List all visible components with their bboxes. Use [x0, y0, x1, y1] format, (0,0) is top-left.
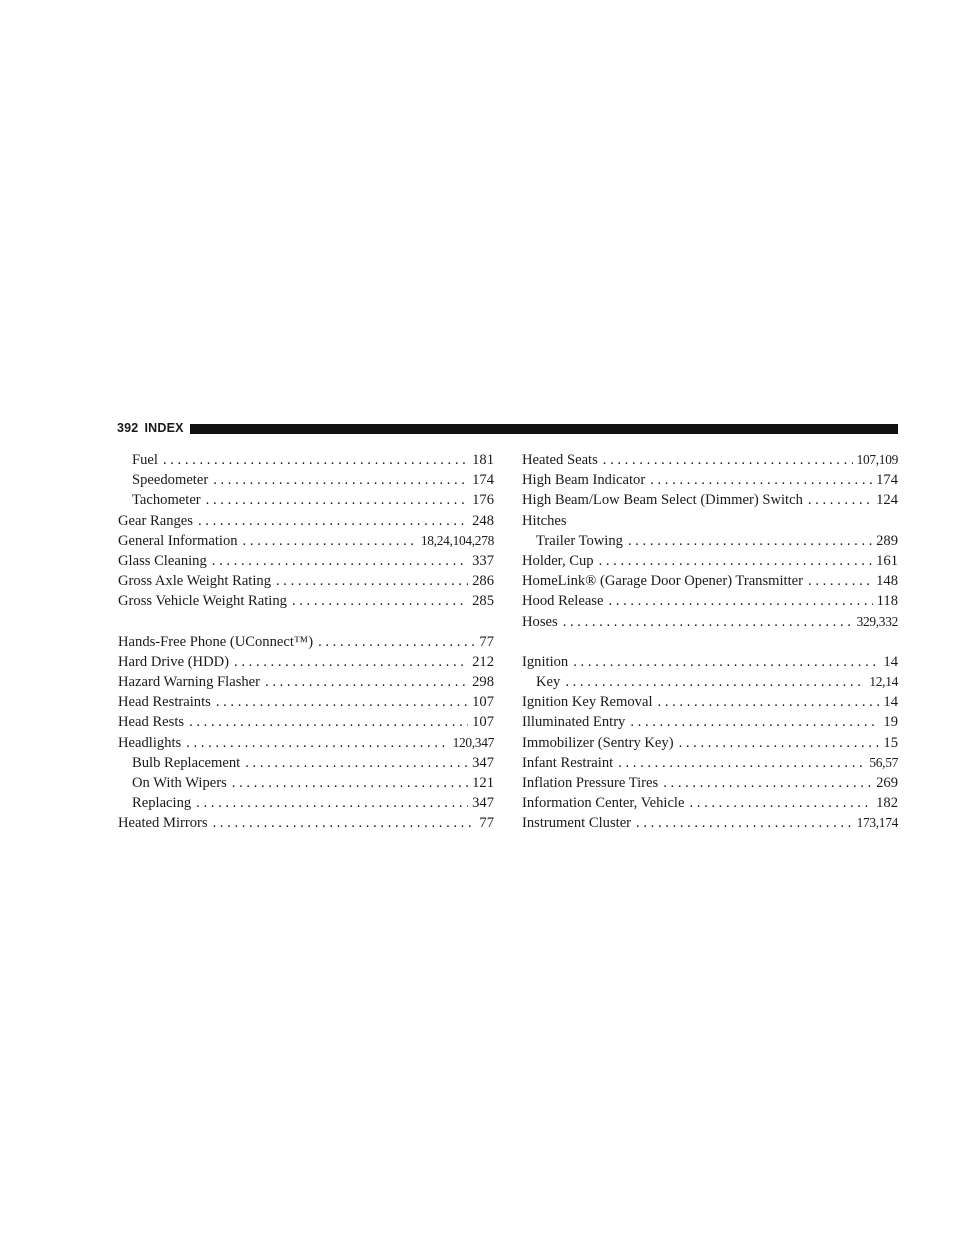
index-entry [522, 612, 898, 632]
index-entry [118, 733, 494, 753]
index-entry [522, 531, 898, 551]
index-page: 121 [472, 775, 494, 791]
index-page: 107 [472, 714, 494, 731]
dot-leader [689, 793, 872, 813]
dot-leader [243, 531, 417, 551]
index-entry [118, 571, 494, 591]
index-term: Replacing [132, 795, 192, 812]
index-term: Holder, Cup [522, 552, 594, 569]
dot-leader [679, 733, 880, 753]
index-entry [522, 672, 898, 692]
index-term: Hood Release [522, 593, 604, 610]
index-page: 148 [876, 573, 898, 590]
index-entry [118, 511, 494, 531]
index-term: HomeLink® (Garage Door Opener) Transmitter [522, 573, 804, 590]
index-entry [522, 773, 898, 793]
index-term: Illuminated Entry [522, 714, 626, 731]
index-column-right [522, 450, 898, 834]
index-page: 286 [472, 573, 494, 590]
dot-leader [563, 612, 853, 632]
index-entry [118, 470, 494, 490]
index-entry [522, 511, 898, 531]
dot-leader [636, 813, 853, 833]
index-page: 77 [479, 815, 494, 832]
index-entry [118, 672, 494, 692]
index-page: 15 [883, 734, 898, 751]
letter-gap [118, 612, 494, 632]
dot-leader [808, 490, 872, 510]
index-page: 118 [876, 593, 898, 610]
index-page: 124 [876, 492, 898, 509]
dot-leader [213, 813, 476, 833]
dot-leader [163, 450, 468, 470]
dot-leader [212, 551, 468, 571]
index-term: Infant Restraint [522, 754, 614, 771]
dot-leader [265, 672, 468, 692]
index-term: Gross Vehicle Weight Rating [118, 593, 287, 610]
dot-leader [318, 632, 475, 652]
dot-leader [628, 531, 872, 551]
index-term: Hard Drive (HDD) [118, 653, 230, 670]
index-entry [522, 490, 898, 510]
dot-leader [232, 773, 468, 793]
index-page: 120,347 [452, 734, 494, 750]
index-page: 56,57 [869, 754, 898, 770]
index-page: 176 [472, 492, 494, 509]
index-page: 12,14 [869, 674, 898, 690]
index-entry [522, 450, 898, 470]
index-term: Inflation Pressure Tires [522, 775, 659, 791]
index-term: Immobilizer (Sentry Key) [522, 734, 674, 751]
index-page: 173,174 [856, 815, 898, 831]
dot-leader [186, 733, 448, 753]
letter-gap [522, 632, 898, 652]
index-page: 298 [472, 674, 494, 691]
dot-leader [292, 591, 468, 611]
index-page: 289 [876, 532, 898, 549]
index-term: Heated Seats [522, 452, 598, 468]
index-term: Ignition [522, 653, 569, 670]
index-entry [118, 773, 494, 793]
index-entry [118, 551, 494, 571]
index-term: Gear Ranges [118, 512, 193, 529]
index-entry [118, 793, 494, 813]
dot-leader [234, 652, 468, 672]
index-entry [118, 591, 494, 611]
index-entry [522, 813, 898, 833]
dot-leader [630, 712, 879, 732]
index-entry [522, 470, 898, 490]
index-page: 329,332 [856, 613, 898, 629]
index-page: 161 [876, 552, 898, 569]
dot-leader [565, 672, 865, 692]
section-title: INDEX [144, 421, 184, 435]
index-term: Head Rests [118, 714, 185, 731]
dot-leader [663, 773, 872, 793]
index-page: 347 [472, 754, 494, 771]
index-term: On With Wipers [132, 775, 227, 791]
index-entry [522, 753, 898, 773]
index-term: Tachometer [132, 492, 201, 509]
index-entry [118, 531, 494, 551]
index-entry [118, 450, 494, 470]
dot-leader [599, 551, 873, 571]
index-term: Speedometer [132, 472, 209, 489]
index-term: Ignition Key Removal [522, 694, 653, 711]
index-term: Headlights [118, 734, 182, 751]
index-page: 18,24,104,278 [420, 532, 494, 548]
index-term: General Information [118, 532, 238, 549]
index-term: Instrument Cluster [522, 815, 632, 832]
index-page: 174 [472, 472, 494, 489]
index-page: 337 [472, 552, 494, 569]
index-page: 248 [472, 512, 494, 529]
index-page: 107,109 [856, 452, 898, 467]
dot-leader [276, 571, 468, 591]
index-entry [118, 813, 494, 833]
index-entry [522, 571, 898, 591]
index-term: Head Restraints [118, 694, 211, 711]
page-header [117, 419, 898, 437]
dot-leader [198, 511, 468, 531]
dot-leader [608, 591, 872, 611]
dot-leader [658, 692, 880, 712]
index-entry [118, 490, 494, 510]
index-term: Key [536, 674, 561, 691]
index-page: 347 [472, 795, 494, 812]
index-term: Bulb Replacement [132, 754, 241, 771]
index-entry [118, 692, 494, 712]
index-term: Hands-Free Phone (UConnect™) [118, 633, 314, 650]
index-entry [522, 793, 898, 813]
dot-leader [618, 753, 865, 773]
index-term: Glass Cleaning [118, 552, 207, 569]
index-entry [522, 692, 898, 712]
index-page: 77 [479, 633, 494, 650]
dot-leader [603, 450, 853, 470]
index-entry [522, 551, 898, 571]
index-page: 174 [876, 472, 898, 489]
index-term: Gross Axle Weight Rating [118, 573, 271, 590]
index-entry [118, 712, 494, 732]
index-term: High Beam/Low Beam Select (Dimmer) Switch [522, 492, 803, 509]
dot-leader [808, 571, 872, 591]
index-term: Information Center, Vehicle [522, 795, 685, 812]
index-entry [522, 712, 898, 732]
dot-leader [245, 753, 468, 773]
index-term: Hitches [522, 512, 567, 529]
index-entry [522, 652, 898, 672]
index-term: Heated Mirrors [118, 815, 208, 832]
page-number: 392 [117, 421, 139, 435]
dot-leader [213, 470, 468, 490]
header-rule [190, 424, 898, 434]
index-term: Fuel [132, 452, 158, 468]
dot-leader [650, 470, 872, 490]
index-page: 181 [472, 452, 494, 468]
index-entry [118, 753, 494, 773]
index-page: 182 [876, 795, 898, 812]
dot-leader [196, 793, 468, 813]
index-term: Trailer Towing [536, 532, 623, 549]
dot-leader [189, 712, 468, 732]
index-term: High Beam Indicator [522, 472, 646, 489]
index-page: 19 [883, 714, 898, 731]
dot-leader [206, 490, 468, 510]
index-page: 212 [472, 653, 494, 670]
index-page: 269 [876, 775, 898, 791]
index-entry [522, 733, 898, 753]
index-entry [522, 591, 898, 611]
index-entry [118, 652, 494, 672]
index-page: 14 [883, 694, 898, 711]
index-term: Hazard Warning Flasher [118, 674, 261, 691]
index-page: 14 [883, 653, 898, 670]
index-page: 285 [472, 593, 494, 610]
dot-leader [216, 692, 468, 712]
index-page: 107 [472, 694, 494, 711]
index-column-left [118, 450, 494, 834]
index-entry [118, 632, 494, 652]
dot-leader [573, 652, 879, 672]
index-term: Hoses [522, 613, 558, 630]
